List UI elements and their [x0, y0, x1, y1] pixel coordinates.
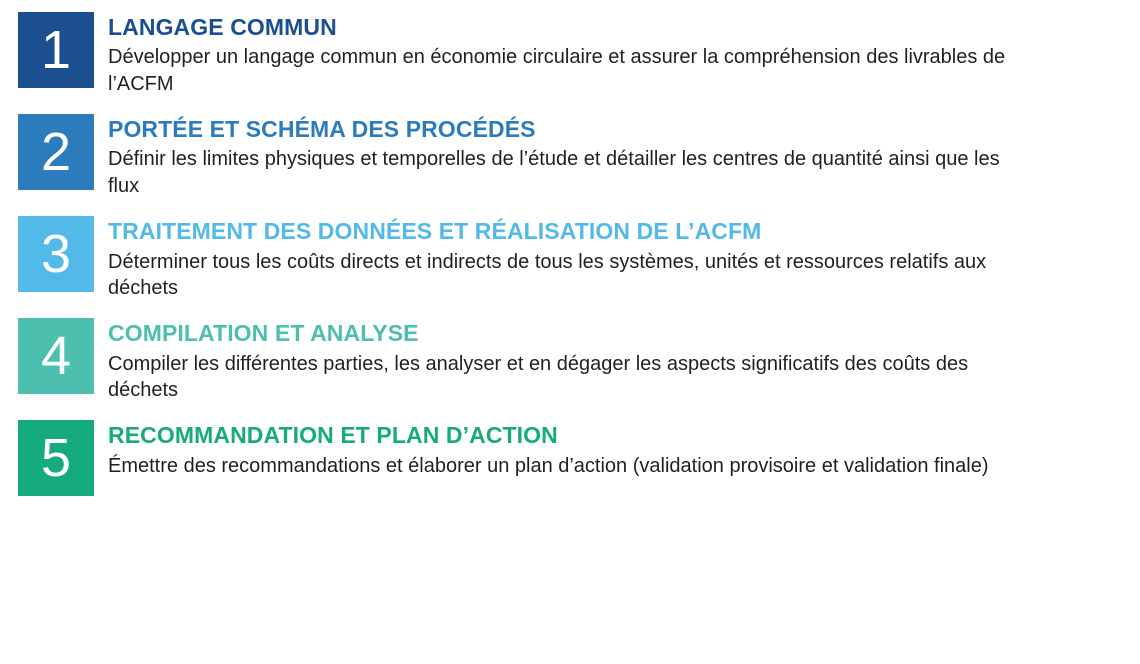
step-number-badge: 1 — [18, 12, 94, 88]
step-description: Compiler les différentes parties, les analyser et en dégager les aspects significatifs des coûts des déchets — [108, 352, 969, 402]
step-item — [0, 420, 1140, 496]
step-title: TRAITEMENT DES DONNÉES ET RÉALISATION DE L’ACFM — [108, 218, 762, 245]
step-title: COMPILATION ET ANALYSE — [108, 320, 419, 347]
step-number-badge: 5 — [18, 420, 94, 496]
step-title: PORTÉE ET SCHÉMA DES PROCÉDÉS — [108, 116, 536, 143]
step-description: Définir les limites physiques et temporelles de l’étude et détailler les centres de quantité ainsi que les flux — [108, 148, 1000, 198]
step-item — [0, 318, 1140, 404]
step-content — [108, 12, 1038, 98]
step-item — [0, 216, 1140, 302]
step-description: Émettre des recommandations et élaborer un plan d’action (validation provisoire et validation finale) — [108, 454, 989, 477]
step-number-badge: 2 — [18, 114, 94, 190]
step-content — [108, 318, 1038, 404]
step-number-badge: 4 — [18, 318, 94, 394]
step-item — [0, 12, 1140, 98]
step-description: Développer un langage commun en économie circulaire et assurer la compréhension des livrables de l’ACFM — [108, 46, 1006, 96]
step-title: LANGAGE COMMUN — [108, 14, 337, 40]
step-number-badge: 3 — [18, 216, 94, 292]
step-content — [108, 114, 1038, 200]
step-content — [108, 420, 1038, 479]
step-description: Déterminer tous les coûts directs et indirects de tous les systèmes, unités et ressources relatifs aux déchets — [108, 250, 987, 300]
step-item — [0, 114, 1140, 200]
step-title: RECOMMANDATION ET PLAN D’ACTION — [108, 422, 558, 449]
step-content — [108, 216, 1038, 302]
